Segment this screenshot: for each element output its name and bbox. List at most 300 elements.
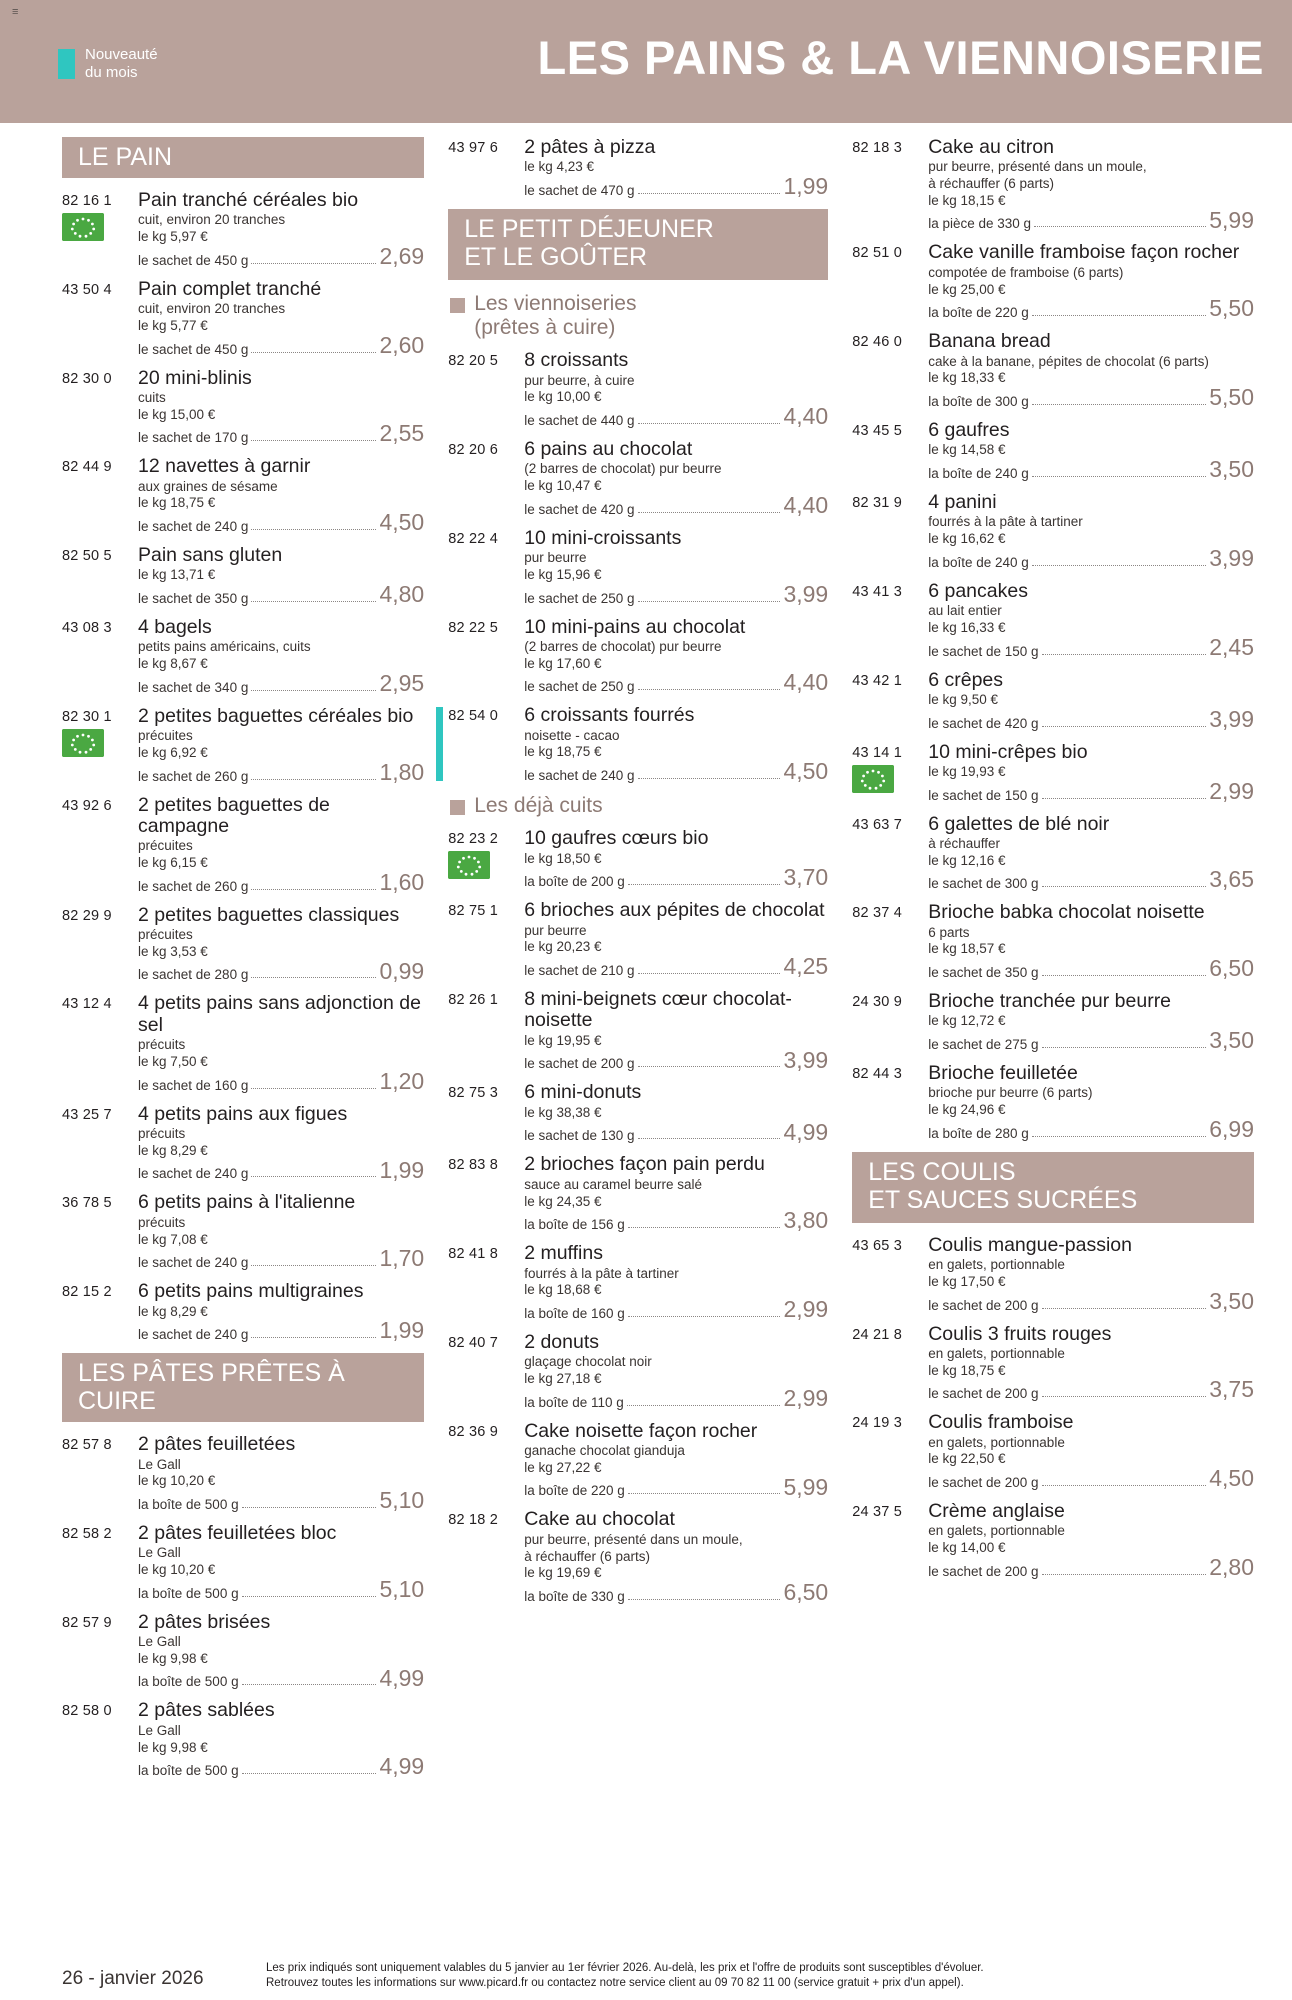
product-item[interactable]: [62, 190, 424, 268]
product-unit-price: le kg 13,71 €: [138, 567, 216, 583]
nouveaute-label-line2: du mois: [85, 63, 138, 81]
product-description: cake à la banane, pépites de chocolat (6 parts): [928, 353, 1209, 369]
product-unit-price: le kg 17,50 €: [928, 1273, 1006, 1289]
product-unit-price: le kg 12,72 €: [928, 1013, 1006, 1029]
product-item[interactable]: [448, 528, 828, 606]
product-unit-price: le kg 8,29 €: [138, 1142, 208, 1158]
product-price: 5,10: [379, 1487, 425, 1514]
product-item[interactable]: [852, 242, 1254, 320]
leader-dots: [628, 1493, 781, 1494]
product-package: la boîte de 240 g: [928, 466, 1029, 481]
product-price: 6,50: [783, 1579, 829, 1606]
product-price: 3,75: [1209, 1376, 1254, 1403]
product-unit-price: le kg 18,68 €: [524, 1282, 602, 1298]
product-item[interactable]: [62, 279, 424, 357]
product-package: le sachet de 470 g: [524, 183, 635, 199]
product-price-line: [524, 491, 829, 518]
product-package: le sachet de 200 g: [928, 1563, 1039, 1579]
product-code: 82 54 0: [448, 708, 498, 725]
product-description: pur beurre: [524, 550, 587, 566]
product-code: 82 36 9: [448, 1423, 498, 1440]
hamburger-icon[interactable]: ≡: [12, 6, 19, 18]
product-item[interactable]: [62, 1192, 424, 1270]
product-price-line: [138, 581, 425, 608]
product-price: 2,60: [379, 331, 425, 358]
product-price: 2,99: [783, 1384, 829, 1411]
product-name: 2 pâtes sablées: [138, 1699, 275, 1722]
column-3: [840, 137, 1266, 1789]
product-name: Cake au citron: [928, 136, 1054, 158]
product-code: 82 57 9: [62, 1614, 112, 1631]
leader-dots: [1032, 476, 1206, 477]
product-item[interactable]: [62, 617, 424, 695]
product-description: en galets, portionnable: [928, 1257, 1065, 1273]
product-price: 4,25: [783, 953, 829, 980]
product-item[interactable]: [448, 617, 828, 695]
leader-dots: [628, 1599, 781, 1600]
product-price: 1,99: [379, 1317, 425, 1344]
catalog-columns: [0, 123, 1292, 1789]
product-item[interactable]: [852, 331, 1254, 409]
leader-dots: [251, 263, 376, 264]
product-code: 82 75 1: [448, 903, 498, 920]
product-name: 6 galettes de blé noir: [928, 812, 1110, 835]
product-name: 6 pains au chocolat: [524, 438, 693, 461]
product-price-line: [928, 1115, 1254, 1142]
product-price: 3,70: [783, 864, 829, 891]
product-price: 3,99: [1209, 544, 1254, 571]
product-code: 82 22 4: [448, 530, 498, 547]
product-price-line: [138, 1575, 425, 1602]
product-name: Coulis mangue-passion: [928, 1233, 1132, 1256]
product-item[interactable]: [62, 905, 424, 983]
product-name: 8 croissants: [524, 349, 629, 372]
product-item[interactable]: [62, 1612, 424, 1690]
product-price: 1,99: [379, 1156, 425, 1183]
product-description: fourrés à la pâte à tartiner: [524, 1265, 679, 1281]
leader-dots: [638, 423, 781, 424]
product-unit-price: le kg 18,75 €: [138, 495, 216, 511]
product-unit-price: le kg 10,20 €: [138, 1562, 216, 1578]
product-name: Pain sans gluten: [138, 544, 283, 566]
product-item[interactable]: [852, 742, 1254, 803]
product-unit-price: le kg 16,62 €: [928, 531, 1006, 547]
product-price-line: [928, 1553, 1254, 1580]
product-item[interactable]: [852, 1324, 1254, 1402]
product-item[interactable]: [852, 991, 1254, 1052]
product-name: 6 mini-donuts: [524, 1081, 642, 1104]
product-unit-price: le kg 19,93 €: [928, 763, 1006, 779]
product-description: précuites: [138, 927, 193, 943]
product-price: 5,99: [1209, 206, 1254, 233]
product-unit-price: le kg 4,23 €: [524, 159, 595, 175]
product-item[interactable]: [448, 1332, 828, 1410]
product-description: précuits: [138, 1037, 186, 1053]
product-unit-price: le kg 18,75 €: [524, 744, 602, 760]
product-price-line: [138, 509, 425, 536]
product-price: 4,40: [783, 491, 829, 518]
product-package: le sachet de 420 g: [928, 715, 1039, 731]
product-price: 5,50: [1209, 384, 1254, 411]
product-package: le sachet de 275 g: [928, 1037, 1039, 1053]
leader-dots: [1042, 1574, 1207, 1575]
column-2: [436, 137, 840, 1789]
product-price: 1,60: [379, 868, 425, 895]
product-package: le sachet de 200 g: [928, 1386, 1039, 1402]
product-name: 2 petites baguettes classiques: [138, 903, 400, 926]
leader-dots: [628, 1227, 781, 1228]
product-package: la boîte de 200 g: [524, 874, 625, 890]
product-code: 82 30 1: [62, 706, 138, 784]
product-item[interactable]: [448, 350, 828, 428]
section-heading: LES COULIS ET SAUCES SUCRÉES: [852, 1152, 1254, 1223]
product-description: pur beurre, présenté dans un moule, à réchauffer (6 parts): [524, 1531, 743, 1564]
product-price: 2,55: [379, 420, 425, 447]
product-unit-price: le kg 8,29 €: [138, 1303, 208, 1319]
legal-line-2: Retrouvez toutes les informations sur www.picard.fr ou contactez notre service client au 09 70 82 11 00 (service gratuit + prix d'un appel).: [266, 1977, 964, 1990]
product-price-line: [928, 384, 1254, 411]
product-code: 82 75 3: [448, 1085, 498, 1102]
product-item[interactable]: [852, 137, 1254, 231]
product-description: en galets, portionnable: [928, 1434, 1065, 1450]
product-name: 6 crêpes: [928, 668, 1004, 691]
product-price: 1,80: [379, 758, 425, 785]
product-name: 10 gaufres cœurs bio: [524, 827, 709, 850]
product-price: 4,40: [783, 669, 829, 696]
product-package: la boîte de 156 g: [524, 1217, 625, 1233]
product-item[interactable]: [62, 1523, 424, 1601]
product-unit-price: le kg 27,18 €: [524, 1371, 602, 1387]
product-code: 43 25 7: [62, 1106, 112, 1123]
product-name: Cake au chocolat: [524, 1508, 675, 1531]
leader-dots: [1042, 1308, 1207, 1309]
product-package: le sachet de 350 g: [928, 965, 1039, 981]
product-package: la boîte de 220 g: [524, 1483, 625, 1499]
product-code: 82 83 8: [448, 1157, 498, 1174]
product-price-line: [138, 957, 425, 984]
product-price: 1,99: [783, 173, 829, 200]
product-name: 6 petits pains multigraines: [138, 1280, 364, 1303]
product-code: 24 30 9: [852, 994, 902, 1011]
product-price-line: [524, 758, 829, 785]
product-name: 2 pâtes feuilletées: [138, 1433, 296, 1456]
product-item[interactable]: [448, 900, 828, 978]
product-price-line: [524, 1207, 829, 1234]
product-unit-price: le kg 38,38 €: [524, 1104, 602, 1120]
product-name: Pain tranché céréales bio: [138, 189, 359, 211]
product-description: fourrés à la pâte à tartiner: [928, 514, 1083, 530]
product-price-line: [928, 777, 1254, 804]
product-unit-price: le kg 18,75 €: [928, 1362, 1006, 1378]
product-unit-price: le kg 10,47 €: [524, 478, 602, 494]
product-code: 43 12 4: [62, 996, 112, 1013]
product-price-line: [524, 1046, 829, 1073]
product-name: 2 brioches façon pain perdu: [524, 1153, 765, 1176]
product-item[interactable]: [852, 814, 1254, 892]
product-item[interactable]: [448, 828, 828, 889]
product-description: cuit, environ 20 tranches: [138, 301, 286, 317]
product-unit-price: le kg 27,22 €: [524, 1459, 602, 1475]
product-unit-price: le kg 3,53 €: [138, 943, 208, 959]
product-item[interactable]: [62, 993, 424, 1092]
product-code: 82 22 5: [448, 619, 498, 636]
product-item[interactable]: [62, 1700, 424, 1778]
product-code: 43 45 5: [852, 422, 902, 439]
product-name: 6 pancakes: [928, 579, 1028, 602]
product-name: Coulis framboise: [928, 1411, 1074, 1434]
product-code: 82 58 0: [62, 1703, 112, 1720]
leader-dots: [251, 529, 376, 530]
product-code: 43 65 3: [852, 1237, 902, 1254]
product-code: 43 63 7: [852, 816, 902, 833]
product-price-line: [928, 206, 1254, 233]
product-item[interactable]: [62, 545, 424, 606]
product-unit-price: le kg 16,33 €: [928, 619, 1006, 635]
product-name: Cake vanille framboise façon rocher: [928, 241, 1240, 264]
product-description: Le Gall: [138, 1722, 181, 1738]
product-package: le sachet de 340 g: [138, 679, 249, 695]
product-name: 4 bagels: [138, 616, 212, 639]
product-description: pur beurre, à cuire: [524, 372, 635, 388]
product-package: le sachet de 300 g: [928, 876, 1039, 892]
product-item[interactable]: [852, 581, 1254, 659]
product-price-line: [138, 669, 425, 696]
product-unit-price: le kg 9,50 €: [928, 691, 999, 707]
product-name: Crème anglaise: [928, 1500, 1065, 1523]
product-unit-price: le kg 18,50 €: [524, 850, 602, 866]
product-price-line: [928, 295, 1254, 322]
product-item[interactable]: [62, 1434, 424, 1512]
leader-dots: [628, 1316, 781, 1317]
product-item[interactable]: [62, 456, 424, 534]
product-item[interactable]: [852, 902, 1254, 980]
product-package: le sachet de 240 g: [138, 1327, 249, 1343]
product-name: 2 petites baguettes céréales bio: [138, 704, 414, 727]
product-package: la boîte de 220 g: [928, 305, 1029, 321]
product-item[interactable]: [62, 706, 424, 784]
product-description: glaçage chocolat noir: [524, 1354, 652, 1370]
product-package: le sachet de 240 g: [138, 1255, 249, 1271]
product-item[interactable]: [448, 439, 828, 517]
product-price-line: [138, 242, 425, 269]
product-description: en galets, portionnable: [928, 1345, 1065, 1361]
product-price-line: [138, 758, 425, 785]
product-code: 36 78 5: [62, 1195, 112, 1212]
product-price-line: [524, 1118, 829, 1145]
product-price-line: [928, 1027, 1254, 1054]
product-name: 2 petites baguettes de campagne: [138, 793, 330, 837]
product-unit-price: le kg 6,92 €: [138, 744, 208, 760]
product-item[interactable]: [448, 1421, 828, 1499]
product-price-line: [138, 1156, 425, 1183]
product-package: le sachet de 150 g: [928, 787, 1039, 803]
product-price-line: [524, 580, 829, 607]
leader-dots: [638, 1066, 781, 1067]
product-price: 4,80: [379, 581, 425, 608]
new-color-swatch: [58, 49, 75, 79]
product-price-line: [928, 633, 1254, 660]
product-price-line: [928, 1465, 1254, 1492]
product-name: 10 mini-pains au chocolat: [524, 615, 746, 638]
product-item[interactable]: [852, 420, 1254, 481]
product-description: pur beurre, présenté dans un moule, à réchauffer (6 parts): [928, 159, 1147, 192]
product-code: 82 51 0: [852, 245, 902, 262]
product-name: 2 pâtes brisées: [138, 1610, 271, 1633]
product-price-line: [928, 955, 1254, 982]
product-price-line: [928, 866, 1254, 893]
product-item[interactable]: [852, 1063, 1254, 1141]
product-code: 43 14 1: [852, 742, 928, 803]
bio-label-icon: [448, 851, 490, 879]
product-item[interactable]: [448, 989, 828, 1071]
product-package: la boîte de 500 g: [138, 1585, 239, 1601]
subsection-heading: [450, 794, 828, 818]
product-price: 4,99: [379, 1753, 425, 1780]
product-item[interactable]: [852, 492, 1254, 570]
product-unit-price: le kg 10,20 €: [138, 1473, 216, 1489]
product-description: précuits: [138, 1126, 186, 1142]
product-price: 5,99: [783, 1473, 829, 1500]
product-package: le sachet de 210 g: [524, 962, 635, 978]
product-unit-price: le kg 20,23 €: [524, 939, 602, 955]
product-unit-price: le kg 6,15 €: [138, 855, 208, 871]
product-price-line: [524, 1473, 829, 1500]
leader-dots: [1042, 654, 1207, 655]
product-name: 4 petits pains sans adjonction de sel: [138, 992, 421, 1036]
product-price-line: [138, 1067, 425, 1094]
product-unit-price: le kg 8,67 €: [138, 656, 208, 672]
product-code: 82 58 2: [62, 1525, 112, 1542]
product-name: 6 brioches aux pépites de chocolat: [524, 899, 825, 922]
product-item[interactable]: [62, 795, 424, 894]
product-price: 2,69: [379, 242, 425, 269]
product-price-line: [138, 1753, 425, 1780]
leader-dots: [251, 690, 376, 691]
product-package: le sachet de 250 g: [524, 590, 635, 606]
product-price: 2,99: [783, 1296, 829, 1323]
product-package: la boîte de 500 g: [138, 1496, 239, 1512]
product-name: 8 mini-beignets cœur chocolat-noisette: [524, 987, 792, 1032]
product-price-line: [524, 1296, 829, 1323]
section-heading: LE PETIT DÉJEUNER ET LE GOÛTER: [448, 209, 828, 280]
bio-label-icon: [62, 729, 104, 757]
product-item[interactable]: [852, 670, 1254, 731]
product-description: au lait entier: [928, 603, 1002, 619]
product-unit-price: le kg 5,77 €: [138, 317, 208, 333]
product-price: 3,50: [1209, 456, 1254, 483]
product-item[interactable]: [62, 1281, 424, 1342]
page-footer: [0, 1940, 1292, 2000]
product-code: 82 26 1: [448, 991, 498, 1008]
product-code: 43 50 4: [62, 281, 112, 298]
product-code: 82 44 3: [852, 1066, 902, 1083]
product-description: à réchauffer: [928, 835, 1001, 851]
product-unit-price: le kg 18,33 €: [928, 370, 1006, 386]
leader-dots: [251, 889, 376, 890]
product-description: précuits: [138, 1214, 186, 1230]
product-unit-price: le kg 17,60 €: [524, 655, 602, 671]
product-price-line: [524, 403, 829, 430]
new-product-marker: [436, 707, 443, 781]
product-unit-price: le kg 18,15 €: [928, 192, 1006, 208]
product-unit-price: le kg 24,35 €: [524, 1193, 602, 1209]
product-name: 6 gaufres: [928, 418, 1010, 441]
product-description: aux graines de sésame: [138, 478, 278, 494]
product-item[interactable]: [62, 368, 424, 446]
leader-dots: [242, 1596, 377, 1597]
product-package: la boîte de 500 g: [138, 1674, 239, 1690]
product-code: 82 44 9: [62, 459, 112, 476]
legal-line-1: Les prix indiqués sont uniquement valables du 5 janvier au 1er février 2026. Au-delà, les prix et l'offre de produits sont susceptibles d'évoluer.: [266, 1961, 984, 1974]
product-price-line: [138, 1245, 425, 1272]
product-price-line: [524, 1384, 829, 1411]
product-code: 82 20 5: [448, 353, 498, 370]
leader-dots: [251, 1337, 376, 1338]
product-price-line: [138, 1317, 425, 1344]
product-package: le sachet de 240 g: [524, 768, 635, 784]
product-code: 43 97 6: [448, 140, 498, 156]
page-header: [0, 0, 1292, 123]
product-code: 43 42 1: [852, 672, 902, 689]
product-name: 6 croissants fourrés: [524, 704, 695, 727]
product-item[interactable]: [852, 1501, 1254, 1579]
product-item[interactable]: [852, 1412, 1254, 1490]
product-price-line: [928, 544, 1254, 571]
product-name: Brioche babka chocolat noisette: [928, 901, 1205, 924]
product-package: le sachet de 150 g: [928, 643, 1039, 659]
leader-dots: [1034, 226, 1206, 227]
product-unit-price: le kg 7,08 €: [138, 1231, 208, 1247]
product-item[interactable]: [62, 1104, 424, 1182]
leader-dots: [1042, 1047, 1207, 1048]
leader-dots: [242, 1773, 377, 1774]
product-item[interactable]: [448, 1243, 828, 1321]
product-item[interactable]: [852, 1235, 1254, 1313]
product-unit-price: le kg 22,50 €: [928, 1451, 1006, 1467]
product-unit-price: le kg 15,00 €: [138, 406, 216, 422]
product-item[interactable]: [448, 137, 828, 198]
product-price: 5,10: [379, 1575, 425, 1602]
leader-dots: [251, 352, 376, 353]
product-price: 4,50: [1209, 1465, 1254, 1492]
product-code: 43 08 3: [62, 620, 112, 637]
product-unit-price: le kg 14,00 €: [928, 1540, 1006, 1556]
product-price-line: [928, 456, 1254, 483]
product-item[interactable]: [448, 705, 828, 783]
product-description: précuites: [138, 838, 193, 854]
product-price-line: [524, 864, 829, 891]
product-price-line: [138, 1664, 425, 1691]
product-price-line: [138, 331, 425, 358]
product-item[interactable]: [448, 1508, 829, 1606]
product-package: le sachet de 170 g: [138, 430, 249, 446]
product-unit-price: le kg 25,00 €: [928, 281, 1006, 297]
product-package: le sachet de 200 g: [928, 1475, 1039, 1491]
product-unit-price: le kg 14,58 €: [928, 442, 1006, 458]
product-price: 3,50: [1209, 1287, 1254, 1314]
product-price-line: [928, 1376, 1254, 1403]
product-unit-price: le kg 19,95 €: [524, 1032, 602, 1048]
leader-dots: [1042, 975, 1207, 976]
product-item[interactable]: [448, 1154, 828, 1232]
product-code: 43 92 6: [62, 797, 112, 814]
product-unit-price: le kg 10,00 €: [524, 389, 602, 405]
product-package: la boîte de 240 g: [928, 554, 1029, 570]
product-item[interactable]: [448, 1082, 828, 1143]
product-unit-price: le kg 18,57 €: [928, 941, 1006, 957]
product-description: brioche pur beurre (6 parts): [928, 1085, 1093, 1101]
product-code: 82 40 7: [448, 1334, 498, 1351]
